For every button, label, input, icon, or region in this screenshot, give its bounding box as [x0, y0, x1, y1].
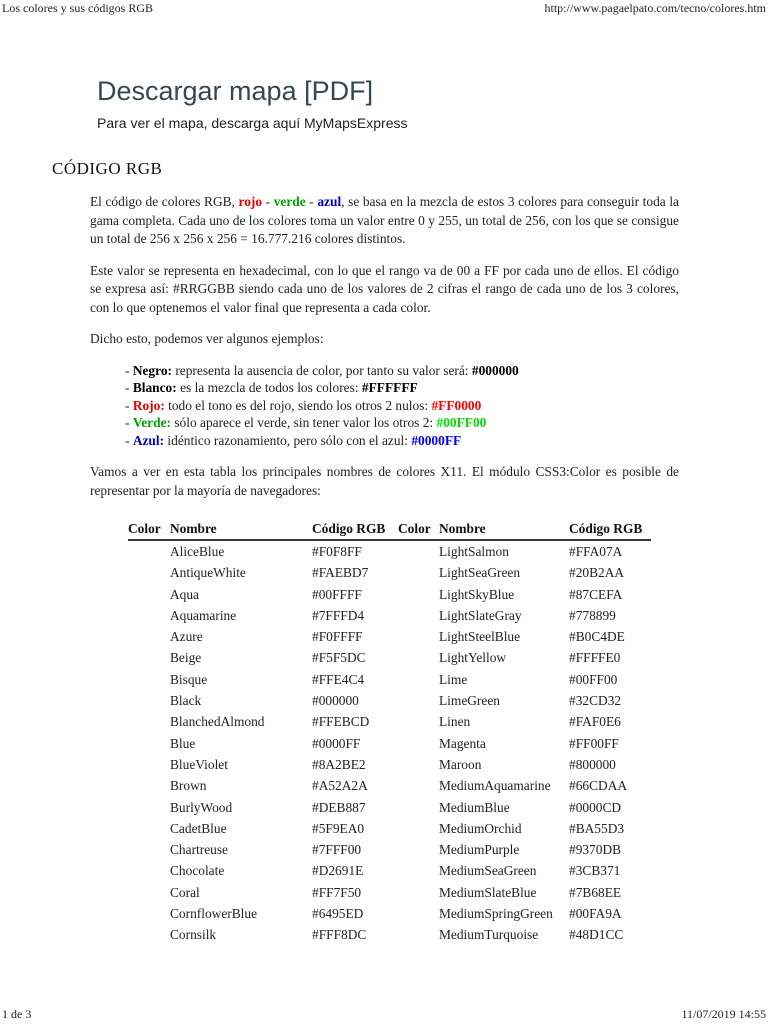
rojo-word: rojo	[238, 194, 263, 209]
color-name-cell: Blue	[170, 735, 196, 751]
color-name-cell: Magenta	[439, 735, 486, 751]
table-row	[128, 690, 651, 711]
color-swatch-cell	[398, 754, 439, 775]
table-row	[128, 754, 651, 775]
intro-paragraph-2: Este valor se representa en hexadecimal, con lo que el rango va de 00 a FF por cada uno de ellos. El código se expresa así: #RRGGBB siendo cada uno de los valores de 2 cifras el rango de cada uno de los 3 colores, con lo que optenemos el valor final que representa a cada color.	[90, 262, 679, 315]
color-name-cell: LightSkyBlue	[439, 586, 515, 602]
color-swatch-cell	[398, 860, 439, 881]
color-swatch-cell	[128, 540, 170, 562]
color-name-cell: LimeGreen	[439, 693, 500, 709]
column-header: Nombre	[439, 518, 569, 540]
table-row	[128, 540, 651, 562]
list-item: - Azul: idéntico razonamiento, pero sólo con el azul: #0000FF	[125, 432, 462, 448]
color-name-cell: MediumBlue	[439, 799, 510, 815]
color-code-cell: #87CEFA	[569, 586, 623, 602]
color-swatch-cell	[398, 882, 439, 903]
color-swatch-cell	[128, 562, 170, 583]
color-code-cell: #20B2AA	[569, 565, 625, 581]
color-code-cell: #000000	[312, 693, 359, 709]
color-swatch-cell	[398, 839, 439, 860]
color-code-cell: #F0F8FF	[312, 540, 398, 562]
color-code-cell: #7FFFD4	[312, 607, 365, 623]
table-row	[128, 584, 651, 605]
table-row	[128, 903, 651, 924]
table-row	[128, 669, 651, 690]
color-name-cell: Linen	[439, 714, 471, 730]
color-swatch-cell	[128, 733, 170, 754]
color-swatch-cell	[128, 924, 170, 945]
table-row	[128, 605, 651, 626]
color-name-cell: AliceBlue	[170, 540, 312, 562]
color-swatch-cell	[128, 839, 170, 860]
color-swatch-cell	[128, 647, 170, 668]
color-swatch-cell	[128, 882, 170, 903]
color-code-cell: #FF00FF	[569, 735, 619, 751]
article-body	[90, 193, 679, 513]
print-footer-datetime: 11/07/2019 14:55	[681, 1007, 766, 1021]
color-swatch-cell	[128, 626, 170, 647]
color-swatch-cell	[128, 797, 170, 818]
table-row	[128, 860, 651, 881]
color-code-cell: #9370DB	[569, 842, 622, 858]
print-footer-page: 1 de 3	[2, 1007, 32, 1021]
color-name-cell: LightSlateGray	[439, 607, 522, 623]
color-code-cell: #FFFFE0	[569, 650, 621, 666]
color-name-cell: MediumSeaGreen	[439, 863, 537, 879]
color-swatch-cell	[128, 903, 170, 924]
color-code-cell: #48D1CC	[569, 927, 624, 943]
color-swatch-cell	[398, 903, 439, 924]
color-name-cell: LightSteelBlue	[439, 629, 521, 645]
color-code-cell: #DEB887	[312, 799, 366, 815]
color-swatch-cell	[128, 860, 170, 881]
color-swatch-cell	[398, 540, 439, 562]
color-code-cell: #BA55D3	[569, 820, 625, 836]
color-name-cell: Black	[170, 693, 202, 709]
color-swatch-cell	[398, 733, 439, 754]
print-header-url[interactable]: http://www.pagaelpato.com/tecno/colores.htm	[544, 1, 766, 15]
table-row	[128, 797, 651, 818]
color-swatch-cell	[398, 775, 439, 796]
color-name-cell: Coral	[170, 884, 200, 900]
color-code-cell: #778899	[569, 607, 616, 623]
color-code-cell: #0000FF	[312, 735, 361, 751]
column-header: Color	[398, 518, 439, 540]
color-code-cell: #00FA9A	[569, 906, 622, 922]
section-title: CÓDIGO RGB	[52, 159, 163, 178]
color-name-cell: MediumSpringGreen	[439, 906, 553, 922]
color-code-cell: #FFE4C4	[312, 671, 365, 687]
color-code-cell: #800000	[569, 756, 616, 772]
color-name-cell: Azure	[170, 629, 203, 645]
table-row	[128, 924, 651, 945]
color-name-cell: CadetBlue	[170, 820, 227, 836]
color-swatch-cell	[128, 775, 170, 796]
color-swatch-cell	[398, 584, 439, 605]
table-row	[128, 626, 651, 647]
color-name-cell: Beige	[170, 650, 202, 666]
column-header: Código RGB	[312, 518, 398, 540]
color-code-cell: #66CDAA	[569, 778, 628, 794]
color-name-cell: AntiqueWhite	[170, 565, 246, 581]
color-swatch-cell	[128, 605, 170, 626]
color-code-cell: #7FFF00	[312, 842, 362, 858]
color-code-cell: #A52A2A	[312, 778, 368, 794]
ad-title[interactable]: Descargar mapa [PDF]	[97, 76, 374, 106]
table-body	[128, 540, 651, 946]
color-code-cell: #0000CD	[569, 799, 622, 815]
table-row	[128, 647, 651, 668]
color-code-cell: #D2691E	[312, 863, 364, 879]
ad-subtitle[interactable]: Para ver el mapa, descarga aquí MyMapsExpress	[97, 115, 408, 131]
table-row	[128, 839, 651, 860]
color-swatch-cell	[398, 669, 439, 690]
intro-paragraph-3: Dicho esto, podemos ver algunos ejemplos:	[90, 331, 324, 346]
colors-table	[128, 518, 651, 946]
table-row	[128, 711, 651, 732]
verde-word: verde	[273, 194, 306, 209]
color-name-cell: MediumSlateBlue	[439, 884, 537, 900]
color-swatch-cell	[398, 818, 439, 839]
color-code-cell: #32CD32	[569, 693, 622, 709]
list-item: - Blanco: es la mezcla de todos los colores: #FFFFFF	[125, 380, 418, 395]
color-code-cell: #FAEBD7	[312, 565, 369, 581]
color-swatch-cell	[398, 562, 439, 583]
color-swatch-cell	[398, 690, 439, 711]
color-code-cell: #3CB371	[569, 863, 621, 879]
color-name-cell: BurlyWood	[170, 799, 233, 815]
color-code-cell: #FFA07A	[569, 540, 651, 562]
list-item: - Rojo: todo el tono es del rojo, siendo los otros 2 nulos: #FF0000	[125, 397, 482, 413]
color-name-cell: Chartreuse	[170, 842, 229, 858]
list-item: - Negro: representa la ausencia de color, por tanto su valor será: #000000	[125, 362, 519, 378]
column-header: Nombre	[170, 518, 312, 540]
color-swatch-cell	[128, 818, 170, 839]
color-code-cell: #00FFFF	[312, 586, 362, 602]
column-header: Color	[128, 518, 170, 540]
color-code-cell: #B0C4DE	[569, 629, 625, 645]
color-name-cell: LightSalmon	[439, 540, 569, 562]
color-name-cell: BlanchedAlmond	[170, 714, 265, 730]
table-row	[128, 562, 651, 583]
color-swatch-cell	[398, 626, 439, 647]
color-name-cell: Chocolate	[170, 863, 225, 879]
color-swatch-cell	[128, 584, 170, 605]
table-row	[128, 775, 651, 796]
color-code-cell: #FFEBCD	[312, 714, 370, 730]
examples-list	[125, 362, 679, 450]
color-code-cell: #00FF00	[569, 671, 618, 687]
color-code-cell: #FF7F50	[312, 884, 362, 900]
color-code-cell: #FFF8DC	[312, 927, 367, 943]
color-swatch-cell	[398, 605, 439, 626]
color-name-cell: MediumOrchid	[439, 820, 522, 836]
ad-banner[interactable]	[97, 76, 407, 131]
color-name-cell: Cornsilk	[170, 927, 217, 943]
print-header-title: Los colores y sus códigos RGB	[2, 1, 153, 15]
color-swatch-cell	[398, 711, 439, 732]
color-code-cell: #8A2BE2	[312, 756, 366, 772]
color-name-cell: Bisque	[170, 671, 208, 687]
color-name-cell: Brown	[170, 778, 207, 794]
color-swatch-cell	[128, 754, 170, 775]
color-name-cell: LightSeaGreen	[439, 565, 521, 581]
color-name-cell: Aquamarine	[170, 607, 237, 623]
color-swatch-cell	[128, 711, 170, 732]
color-code-cell: #7B68EE	[569, 884, 622, 900]
table-row	[128, 818, 651, 839]
color-name-cell: MediumAquamarine	[439, 778, 551, 794]
azul-word: azul	[317, 194, 342, 209]
color-code-cell: #FAF0E6	[569, 714, 621, 730]
color-swatch-cell	[128, 690, 170, 711]
color-name-cell: MediumTurquoise	[439, 927, 539, 943]
color-swatch-cell	[128, 669, 170, 690]
color-name-cell: MediumPurple	[439, 842, 520, 858]
color-name-cell: Aqua	[170, 586, 200, 602]
color-swatch-cell	[398, 797, 439, 818]
color-swatch-cell	[398, 924, 439, 945]
color-name-cell: Maroon	[439, 756, 482, 772]
list-item: - Verde: sólo aparece el verde, sin tener valor los otros 2: #00FF00	[125, 415, 487, 430]
table-intro: Vamos a ver en esta tabla los principales nombres de colores X11. El módulo CSS3:Color es posible de representar por la mayoría de navegadores:	[90, 464, 679, 498]
color-code-cell: #5F9EA0	[312, 820, 365, 836]
color-name-cell: BlueViolet	[170, 756, 228, 772]
color-name-cell: Lime	[439, 671, 468, 687]
color-code-cell: #F5F5DC	[312, 650, 366, 666]
color-swatch-cell	[398, 647, 439, 668]
table-row	[128, 733, 651, 754]
color-code-cell: #6495ED	[312, 906, 364, 922]
column-header: Código RGB	[569, 518, 651, 540]
table-row	[128, 882, 651, 903]
color-name-cell: LightYellow	[439, 650, 507, 666]
color-name-cell: CornflowerBlue	[170, 906, 258, 922]
color-code-cell: #F0FFFF	[312, 629, 363, 645]
intro-paragraph-1: El código de colores RGB, rojo - verde - azul, se basa en la mezcla de estos 3 colores para conseguir toda la gama completa. Cada uno de los colores toma un valor entre 0 y 255, un total de 256, con los que se consigue un total de 256 x 256 x 256 = 16.777.216 colores distintos.	[90, 194, 679, 246]
